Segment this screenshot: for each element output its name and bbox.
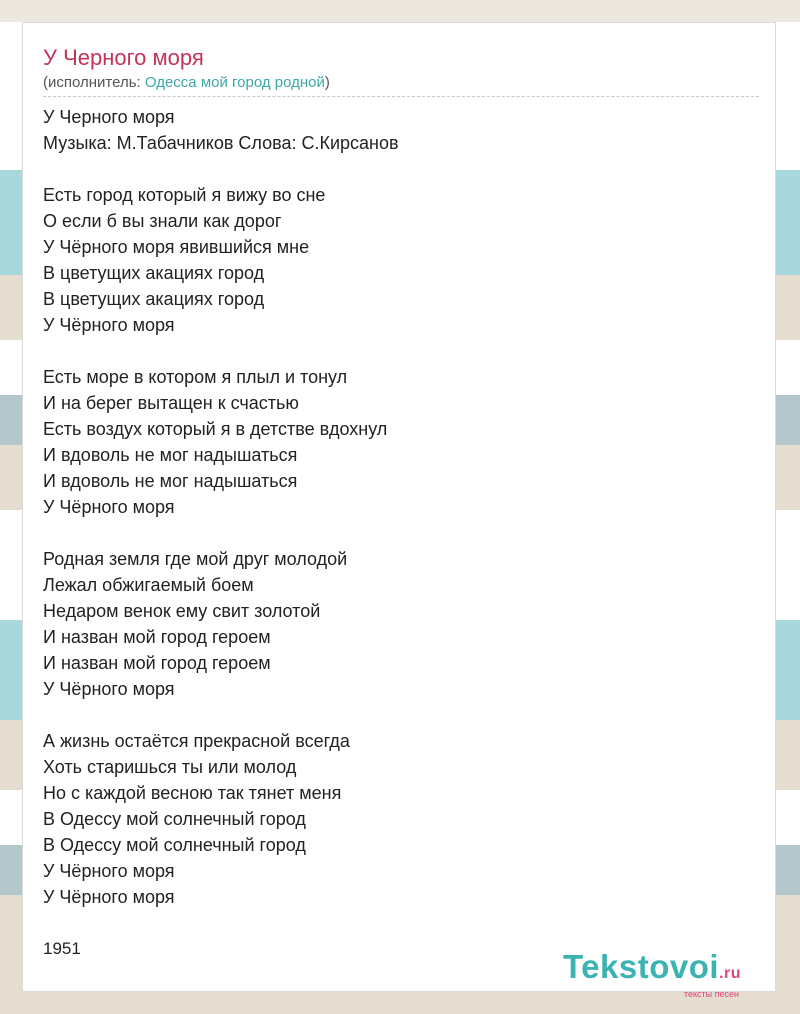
artist-prefix: (исполнитель:: [43, 74, 145, 91]
lyric-line: В Одессу мой солнечный город: [43, 835, 306, 855]
lyric-line: Недаром венок ему свит золотой: [43, 601, 321, 621]
logo-tagline: тексты песен: [683, 989, 739, 999]
artist-link[interactable]: Одесса мой город родной: [144, 74, 325, 91]
lyric-line: У Чёрного моря: [43, 497, 175, 517]
logo-wordmark: [563, 950, 741, 991]
stanza-gap: [43, 338, 743, 364]
lyric-line: Лежал обжигаемый боем: [43, 575, 254, 595]
lyric-line: Есть воздух который я в детстве вдохнул: [43, 419, 388, 439]
lyric-line: И на берег вытащен к счастью: [43, 393, 299, 413]
lyrics-body: [43, 104, 743, 910]
site-logo[interactable]: [563, 950, 741, 999]
lyric-line: А жизнь остаётся прекрасной всегда: [43, 731, 350, 751]
lyric-line: В цветущих акациях город: [43, 263, 265, 283]
lyric-line: О если б вы знали как дорог: [43, 211, 282, 231]
lyric-line: Родная земля где мой друг молодой: [43, 549, 348, 569]
lyric-line: И вдоволь не мог надышаться: [43, 471, 298, 491]
stanza-gap: [43, 156, 743, 182]
lyric-line: У Чёрного моря: [43, 861, 175, 881]
lyric-line: У Чёрного моря: [43, 315, 175, 335]
lyric-line: И назван мой город героем: [43, 627, 271, 647]
lyric-line: У Чёрного моря явившийся мне: [43, 237, 310, 257]
intro-line: Музыка: М.Табачников Слова: С.Кирсанов: [43, 133, 399, 153]
intro-line: У Черного моря: [43, 107, 175, 127]
lyric-line: У Чёрного моря: [43, 887, 175, 907]
logo-tld: .ru: [719, 965, 741, 982]
song-title: У Черного моря: [43, 45, 204, 70]
song-year: 1951: [43, 939, 81, 958]
artist-line: [43, 74, 330, 92]
lyric-line: Есть море в котором я плыл и тонул: [43, 367, 348, 387]
lyrics-card: [22, 22, 776, 999]
stanza-gap: [43, 520, 743, 546]
lyric-line: В Одессу мой солнечный город: [43, 809, 306, 829]
artist-suffix: ): [324, 74, 330, 91]
lyric-line: Хоть старишься ты или молод: [43, 757, 297, 777]
lyric-line: И вдоволь не мог надышаться: [43, 445, 298, 465]
title-divider: [43, 96, 759, 97]
lyric-line: И назван мой город героем: [43, 653, 271, 673]
lyric-line: У Чёрного моря: [43, 679, 175, 699]
stanza-gap: [43, 702, 743, 728]
lyric-line: Есть город который я вижу во сне: [43, 185, 326, 205]
logo-main-text: Tekstovoi: [562, 948, 720, 985]
lyric-line: Но с каждой весною так тянет меня: [43, 783, 342, 803]
lyric-line: В цветущих акациях город: [43, 289, 265, 309]
